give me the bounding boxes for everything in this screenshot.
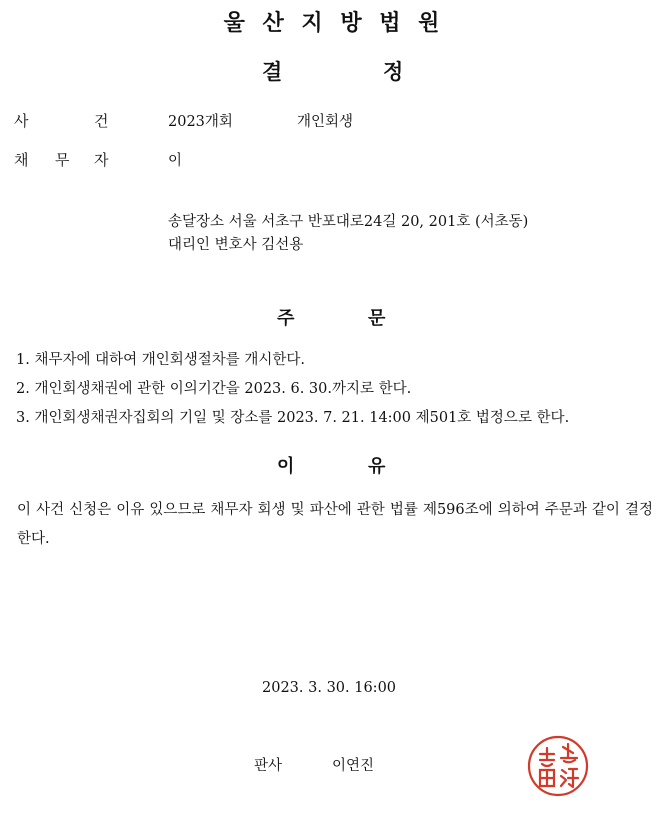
order-item: 1. 채무자에 대하여 개인회생절차를 개시한다. [16, 352, 306, 368]
representative: 대리인 변호사 김선용 [168, 237, 304, 253]
order-heading-right: 문 [368, 308, 386, 329]
reason-heading-right: 유 [368, 456, 386, 477]
judge-seal-stamp-icon [526, 734, 590, 798]
case-name: 개인회생 [297, 114, 354, 130]
order-item: 3. 개인회생채권자집회의 기일 및 장소를 2023. 7. 21. 14:00 제501호 법정으로 한다. [16, 410, 570, 426]
debtor-name: 이 [168, 153, 183, 169]
document-title-left: 결 [262, 60, 283, 84]
case-number: 2023개회 [168, 114, 233, 130]
order-item: 2. 개인회생채권에 관한 이의기간을 2023. 6. 30.까지로 한다. [16, 381, 412, 397]
document-title-right: 정 [383, 60, 404, 84]
judge-title: 판사 [254, 758, 283, 774]
decision-datetime: 2023. 3. 30. 16:00 [262, 680, 397, 696]
order-heading-left: 주 [277, 308, 295, 329]
reason-heading-left: 이 [277, 456, 295, 477]
court-name: 울 산 지 방 법 원 [223, 11, 442, 36]
reason-text: 이 사건 신청은 이유 있으므로 채무자 회생 및 파산에 관한 법률 제596조에 의하여 주문과 같이 결정한다. [17, 502, 653, 547]
judge-name: 이연진 [332, 758, 375, 774]
order-list [16, 346, 569, 433]
service-address: 송달장소 서울 서초구 반포대로24길 20, 201호 (서초동) [168, 214, 529, 230]
